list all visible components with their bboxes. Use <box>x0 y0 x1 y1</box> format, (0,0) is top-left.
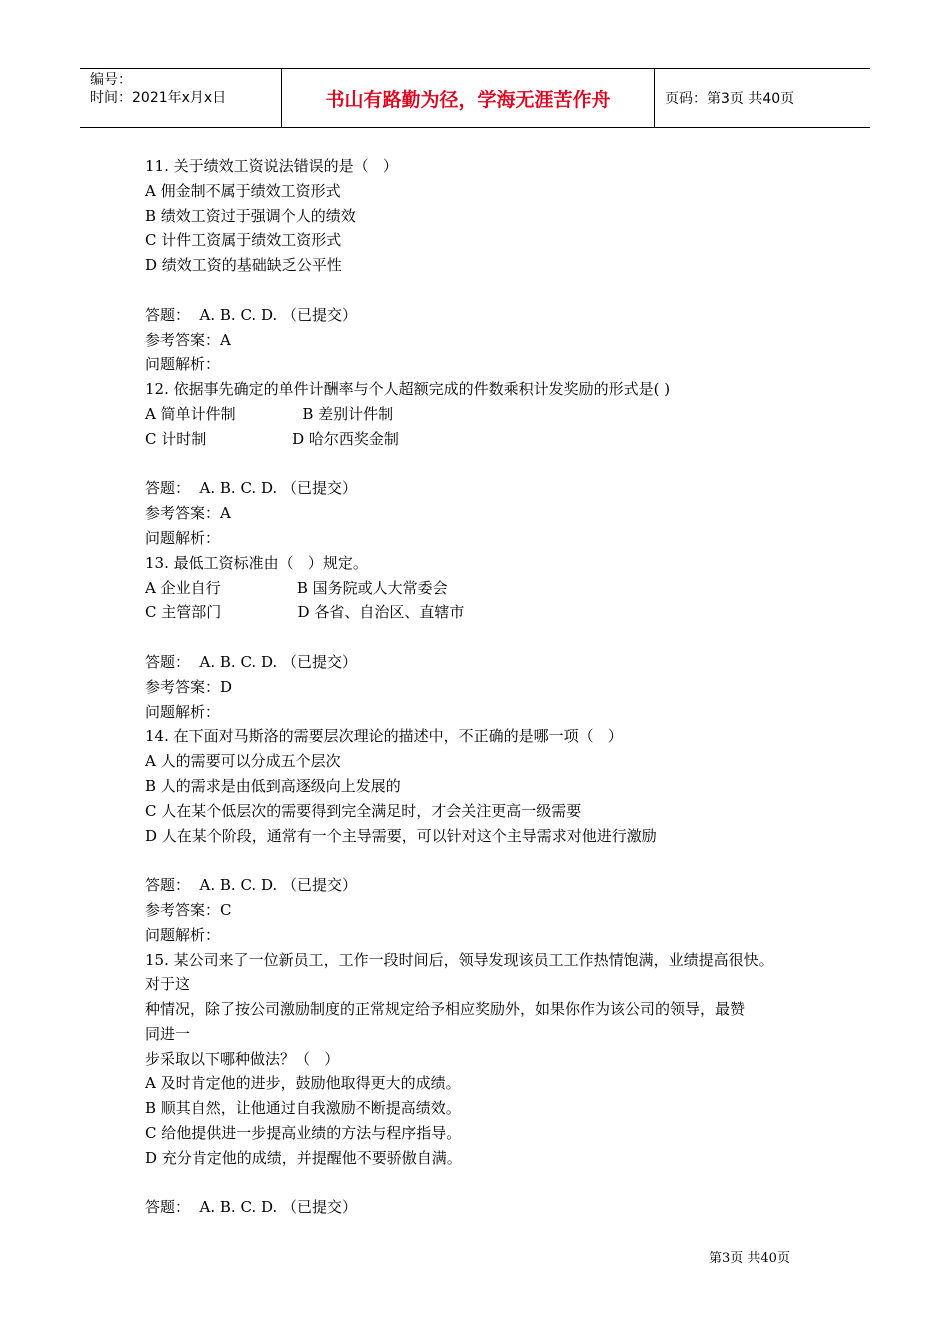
text-line: 步采取以下哪种做法？（ ） <box>145 1049 340 1068</box>
text-line: 种情况，除了按公司激励制度的正常规定给予相应奖励外，如果你作为该公司的领导，最赞 <box>145 1000 746 1019</box>
code-label: 编号： <box>90 72 132 88</box>
text-line: D 人在某个阶段，通常有一个主导需要，可以针对这个主导需求对他进行激励 <box>145 826 657 845</box>
time-label: 时间：2021年x月x日 <box>90 90 227 106</box>
text-line: 答题： A. B. C. D. （已提交） <box>145 305 357 324</box>
header-page-number: 页码：第3页 共40页 <box>665 91 795 107</box>
text-line: D 绩效工资的基础缺乏公平性 <box>145 256 342 275</box>
text-line: 对于这 <box>145 975 191 994</box>
text-line: D 充分肯定他的成绩，并提醒他不要骄傲自满。 <box>145 1148 462 1167</box>
text-line: 问题解析： <box>145 925 221 944</box>
text-line: 参考答案：A <box>145 330 231 349</box>
text-line: A 及时肯定他的进步，鼓励他取得更大的成绩。 <box>145 1074 461 1093</box>
text-line: 15. 某公司来了一位新员工，工作一段时间后，领导发现该员工工作热情饱满，业绩提高很快。 <box>145 950 774 969</box>
text-line: 11. 关于绩效工资说法错误的是（ ） <box>145 157 398 175</box>
blank-line <box>145 452 835 477</box>
header-motto: 书山有路勤为径，学海无涯苦作舟 <box>282 69 655 127</box>
text-line: C 人在某个低层次的需要得到完全满足时，才会关注更高一级需要 <box>145 801 582 820</box>
text-line: 答题： A. B. C. D. （已提交） <box>145 652 357 671</box>
text-line: 答题： A. B. C. D. （已提交） <box>145 1198 357 1217</box>
text-line: C 计时制 D 哈尔西奖金制 <box>145 429 399 448</box>
text-line: 参考答案：D <box>145 677 233 696</box>
text-line: 问题解析： <box>145 528 221 547</box>
text-line: 答题： A. B. C. D. （已提交） <box>145 876 357 895</box>
page-header <box>80 68 870 128</box>
document-body <box>145 154 835 1220</box>
text-line: B 人的需求是由低到高逐级向上发展的 <box>145 776 401 795</box>
text-line: A 佣金制不属于绩效工资形式 <box>145 181 341 200</box>
text-line: 问题解析： <box>145 355 221 374</box>
text-line: 14. 在下面对马斯洛的需要层次理论的描述中，不正确的是哪一项（ ） <box>145 727 623 746</box>
text-line: 13. 最低工资标准由（ ）规定。 <box>145 553 368 572</box>
text-line: 12. 依据事先确定的单件计酬率与个人超额完成的件数乘积计发奖励的形式是( ) <box>145 380 671 399</box>
blank-line <box>145 625 835 650</box>
blank-line <box>145 1171 835 1196</box>
text-line: B 顺其自然，让他通过自我激励不断提高绩效。 <box>145 1099 461 1118</box>
text-line: A 企业自行 B 国务院或人大常委会 <box>145 578 448 597</box>
footer-page-number: 第3页 共40页 <box>709 1251 790 1266</box>
text-line: A 人的需要可以分成五个层次 <box>145 752 341 771</box>
text-line: 问题解析： <box>145 702 221 721</box>
text-line: A 简单计件制 B 差别计件制 <box>145 404 394 423</box>
text-line: 参考答案：A <box>145 504 231 523</box>
blank-line <box>145 278 835 303</box>
text-line: 答题： A. B. C. D. （已提交） <box>145 479 357 498</box>
text-line: C 主管部门 D 各省、自治区、直辖市 <box>145 603 465 622</box>
header-meta <box>80 69 282 127</box>
text-line: C 给他提供进一步提高业绩的方法与程序指导。 <box>145 1124 462 1143</box>
text-line: 参考答案：C <box>145 900 232 919</box>
text-line: 同进一 <box>145 1024 191 1043</box>
text-line: B 绩效工资过于强调个人的绩效 <box>145 206 356 225</box>
blank-line <box>145 848 835 873</box>
text-line: C 计件工资属于绩效工资形式 <box>145 231 342 250</box>
